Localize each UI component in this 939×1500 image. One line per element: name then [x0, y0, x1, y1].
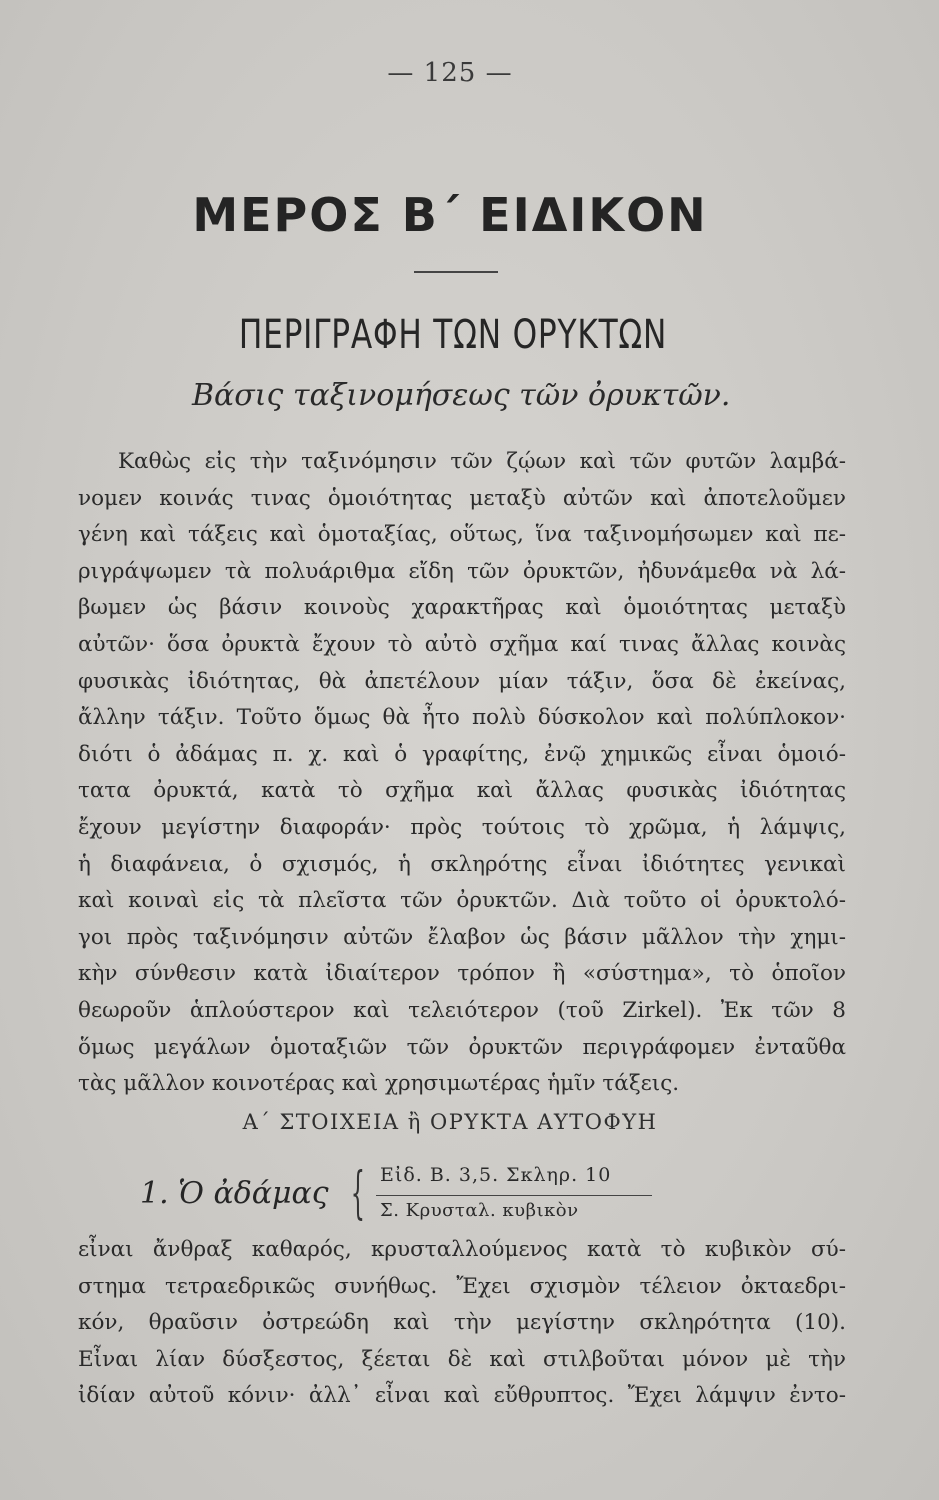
text-line: ἰδίαν αὐτοῦ κόνιν· ἀλλ᾿ εἶναι καὶ εὔθρυπτος. Ἔχει λάμψιν ἐντο- [78, 1383, 846, 1409]
text-line: θεωροῦν ἁπλούστερον καὶ τελειότερον (τοῦ Zirkel). Ἐκ τῶν 8 [78, 997, 846, 1023]
subtitle: Βάσις ταξινομήσεως τῶν ὀρυκτῶν. [192, 378, 731, 413]
text-line: Εἶναι λίαν δύσξεστος, ξέεται δὲ καὶ στιλβοῦται μόνον μὲ τὴν [78, 1346, 846, 1372]
entry-properties-bottom: Σ. Κρυσταλ. κυβικὸν [380, 1200, 579, 1221]
entry-name: 1. Ὁ ἀδάμας [140, 1176, 329, 1211]
text-line: εἶναι ἄνθραξ καθαρός, κρυσταλλούμενος κατὰ τὸ κυβικὸν σύ- [78, 1237, 846, 1262]
text-line: ἡ διαφάνεια, ὁ σχισμός, ἡ σκληρότης εἶναι ἰδιότητες γενικαὶ [78, 851, 846, 877]
text-line: βωμεν ὡς βάσιν κοινοὺς χαρακτῆρας καὶ ὁμοιότητας μεταξὺ [78, 595, 846, 621]
page-number: — 125 — [387, 58, 513, 88]
brace: { [350, 1161, 365, 1226]
entry-heading [140, 1162, 700, 1232]
text-line: γοι πρὸς ταξινόμησιν αὐτῶν ἔλαβον ὡς βάσιν μᾶλλον τὴν χημι- [78, 924, 846, 950]
text-line: κόν, θραῦσιν ὀστρεώδη καὶ τὴν μεγίστην σκληρότητα (10). [78, 1310, 846, 1336]
text-line: ἔχουν μεγίστην διαφοράν· πρὸς τούτοις τὸ χρῶμα, ἡ λάμψις, [78, 814, 846, 840]
section-title: ΠΕΡΙΓΡΑΦΗ ΤΩΝ ΟΡΥΚΤΩΝ [238, 312, 668, 358]
text-line: κὴν σύνθεσιν κατὰ ἰδιαίτερον τρόπον ἢ «σύστημα», τὸ ὁποῖον [78, 961, 846, 987]
chapter-heading: Α΄ ΣΤΟΙΧΕΙΑ ἢ ΟΡΥΚΤΑ ΑΥΤΟΦΥΗ [242, 1110, 658, 1134]
text-line: νομεν κοινάς τινας ὁμοιότητας μεταξὺ αὐτῶν καὶ ἀποτελοῦμεν [78, 485, 846, 511]
entry-properties-top: Εἰδ. Β. 3,5. Σκληρ. 10 [380, 1164, 612, 1186]
text-line: ὅμως μεγάλων ὁμοταξιῶν τῶν ὀρυκτῶν περιγράφομεν ἐνταῦθα [78, 1034, 846, 1060]
text-line: καὶ κοιναὶ εἰς τὰ πλεῖστα τῶν ὀρυκτῶν. Διὰ τοῦτο οἱ ὀρυκτολό- [78, 888, 846, 914]
text-line: τατα ὀρυκτά, κατὰ τὸ σχῆμα καὶ ἄλλας φυσικὰς ἰδιότητας [78, 778, 846, 804]
text-line: αὐτῶν· ὅσα ὀρυκτὰ ἔχουν τὸ αὐτὸ σχῆμα καί τινας ἄλλας κοινὰς [78, 631, 846, 657]
text-line: Καθὼς εἰς τὴν ταξινόμησιν τῶν ζῴων καὶ τῶν φυτῶν λαμβά- [118, 449, 846, 474]
text-line: διότι ὁ ἀδάμας π. χ. καὶ ὁ γραφίτης, ἐνῷ χημικῶς εἶναι ὁμοιό- [78, 741, 846, 767]
text-line: στημα τετραεδρικῶς συνήθως. Ἔχει σχισμὸν τέλειον ὀκταεδρι- [78, 1273, 846, 1299]
text-line: ἄλλην τάξιν. Τοῦτο ὅμως θὰ ἦτο πολὺ δύσκολον καὶ πολύπλοκον· [78, 705, 846, 731]
text-line: ριγράψωμεν τὰ πολυάριθμα εἴδη τῶν ὀρυκτῶν, ἠδυνάμεθα νὰ λά- [78, 558, 846, 584]
text-line: γένη καὶ τάξεις καὶ ὁμοταξίας, οὕτως, ἵνα ταξινομήσωμεν καὶ πε- [78, 522, 846, 548]
text-line: τὰς μᾶλλον κοινοτέρας καὶ χρησιμωτέρας ἡμῖν τάξεις. [78, 1071, 680, 1097]
text-line: φυσικὰς ἰδιότητας, θὰ ἀπετέλουν μίαν τάξιν, ὅσα δὲ ἐκείνας, [78, 668, 846, 694]
part-title: ΜΕΡΟΣ Β΄ ΕΙΔΙΚΟΝ [192, 188, 708, 242]
title-divider [414, 271, 498, 273]
body-paragraph [78, 444, 846, 1103]
entry-paragraph [78, 1232, 846, 1415]
properties-divider [376, 1195, 652, 1196]
